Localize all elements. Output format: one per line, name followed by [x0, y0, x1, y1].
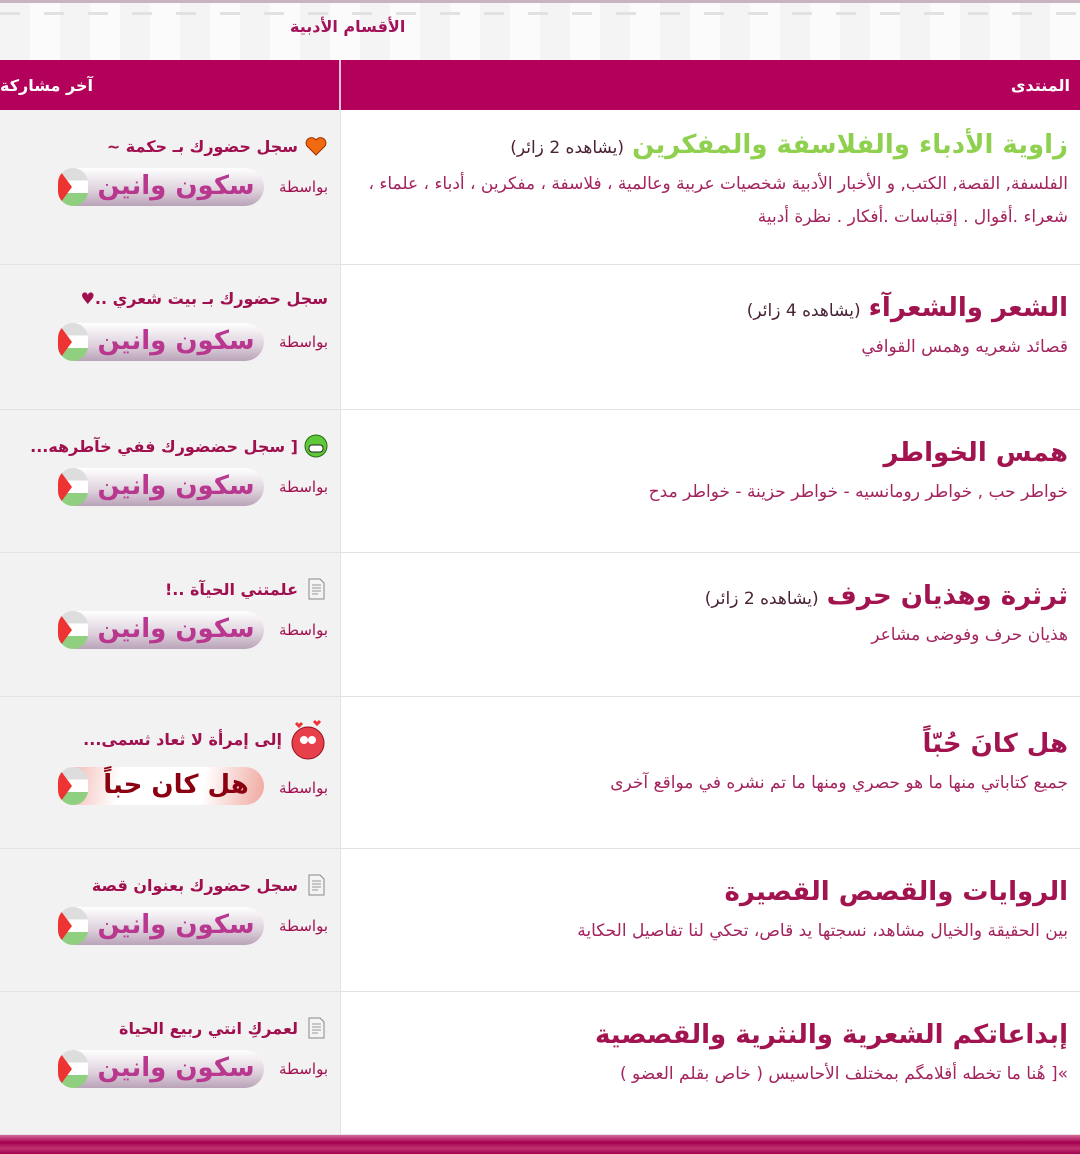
palestine-flag-icon — [58, 1050, 88, 1088]
last-post-cell — [0, 992, 341, 1134]
author-badge[interactable]: سكون وانين — [58, 468, 264, 506]
author-badge[interactable]: هل كان حباً — [58, 767, 264, 805]
last-post-title[interactable]: سجل حضورك بـ بيت شعري ..♥ — [80, 289, 328, 308]
decorative-divider — [0, 12, 1080, 15]
last-post-link[interactable] — [30, 434, 328, 458]
last-post-title[interactable]: [ سجل حضضورك ففي خآطرهه... — [30, 436, 298, 456]
palestine-flag-icon — [58, 907, 88, 945]
forum-title[interactable]: الروايات والقصص القصيرة — [724, 877, 1068, 907]
love-smiley-icon — [288, 717, 328, 761]
forum-title[interactable]: ثرثرة وهذيان حرف — [826, 581, 1068, 611]
by-label: بواسطة — [278, 1060, 328, 1078]
last-post-title[interactable]: سجل حضورك بعنوان قصة — [91, 875, 298, 895]
forum-description: »[ هُنا ما تخطه أقلامگم بمختلف الأحاسيس ( خاص بقلم العضو ) — [619, 1064, 1068, 1084]
author-badge[interactable]: سكون وانين — [58, 168, 264, 206]
last-post-link[interactable] — [92, 873, 328, 897]
author-badge[interactable]: سكون وانين — [58, 907, 264, 945]
forum-title[interactable]: همس الخواطر — [883, 438, 1068, 468]
forum-cell — [341, 110, 1080, 264]
last-post-cell — [0, 110, 341, 264]
palestine-flag-icon — [58, 323, 88, 361]
last-post-link[interactable] — [165, 577, 328, 601]
by-label: بواسطة — [278, 917, 328, 935]
category-title[interactable]: الأقسام الأدبية — [290, 17, 406, 36]
last-post-title[interactable]: لعمركِ انتي ربيع الحياة — [119, 1018, 298, 1038]
grin-smiley-icon — [304, 434, 328, 458]
forum-title[interactable]: إبداعاتكم الشعرية والنثرية والقصصية — [594, 1020, 1068, 1050]
category-bar — [0, 0, 1080, 60]
forum-description: جميع كتاباتي منها ما هو حصري ومنها ما تم نشره في مواقع آخرى — [610, 773, 1068, 793]
last-post-title[interactable]: إلى إمرأة لا ثعاد ثسمى... — [83, 729, 282, 749]
forum-description: قصائد شعريه وهمس القوافي — [861, 337, 1068, 357]
forum-cell — [341, 410, 1080, 552]
author-badge[interactable]: سكون وانين — [58, 611, 264, 649]
document-icon — [304, 873, 328, 897]
forum-description: الفلسفة, القصة, الكتب, و الأخبار الأدبية شخصيات عربية وعالمية ، فلاسفة ، مفكرين ، أدباء ، علماء ، شعراء .أقوال . إقتباسات .أفكار . نظرة أدبية — [368, 174, 1068, 227]
document-icon — [304, 577, 328, 601]
author-badge[interactable]: سكون وانين — [58, 323, 264, 361]
heart-icon — [304, 134, 328, 158]
last-post-header: آخر مشاركة — [0, 75, 93, 95]
palestine-flag-icon — [58, 468, 88, 506]
palestine-flag-icon — [58, 767, 88, 805]
forum-title[interactable]: زاوية الأدباء والفلاسفة والمفكرين — [632, 130, 1068, 160]
forum-title[interactable]: هل كانَ حُبّاً — [922, 729, 1068, 759]
by-label: بواسطة — [278, 478, 328, 496]
last-post-title[interactable]: علمتني الحيآة ..! — [164, 579, 298, 599]
last-post-cell — [0, 849, 341, 991]
forum-cell — [341, 992, 1080, 1134]
forum-row — [0, 697, 1080, 849]
forum-row — [0, 410, 1080, 553]
last-post-link[interactable] — [119, 1016, 328, 1040]
last-post-cell — [0, 265, 341, 409]
viewers-count: (يشاهده 4 زائر) — [746, 301, 861, 321]
by-label: بواسطة — [278, 333, 328, 351]
last-post-cell — [0, 410, 341, 552]
forum-description: هذيان حرف وفوضى مشاعر — [871, 625, 1068, 645]
forum-row — [0, 849, 1080, 992]
forum-row — [0, 265, 1080, 410]
by-label: بواسطة — [278, 779, 328, 797]
forum-row — [0, 110, 1080, 265]
palestine-flag-icon — [58, 168, 88, 206]
forum-cell — [341, 697, 1080, 848]
last-post-link[interactable] — [107, 134, 328, 158]
by-label: بواسطة — [278, 621, 328, 639]
by-label: بواسطة — [278, 178, 328, 196]
author-badge[interactable]: سكون وانين — [58, 1050, 264, 1088]
forum-description: بين الحقيقة والخيال مشاهد، نسجتها يد قاص، تحكي لنا تفاصيل الحكاية — [577, 921, 1068, 941]
forum-cell — [341, 553, 1080, 696]
palestine-flag-icon — [58, 611, 88, 649]
forum-row — [0, 992, 1080, 1135]
viewers-count: (يشاهده 2 زائر) — [704, 589, 819, 609]
forum-header: المنتدى — [1010, 75, 1070, 95]
table-header — [0, 60, 1080, 110]
forum-cell — [341, 265, 1080, 409]
last-post-title[interactable]: سجل حضورك بـ حكمة ~ — [106, 136, 298, 156]
forum-description: خواطر حب , خواطر رومانسيه - خواطر حزينة - خواطر مدح — [648, 482, 1068, 502]
table-footer — [0, 1135, 1080, 1154]
forum-row — [0, 553, 1080, 697]
forum-cell — [341, 849, 1080, 991]
viewers-count: (يشاهده 2 زائر) — [510, 138, 625, 158]
last-post-cell — [0, 697, 341, 848]
forum-title[interactable]: الشعر والشعرآء — [868, 293, 1068, 323]
document-icon — [304, 1016, 328, 1040]
last-post-link[interactable] — [81, 289, 328, 308]
last-post-link[interactable] — [83, 717, 328, 761]
last-post-cell — [0, 553, 341, 696]
